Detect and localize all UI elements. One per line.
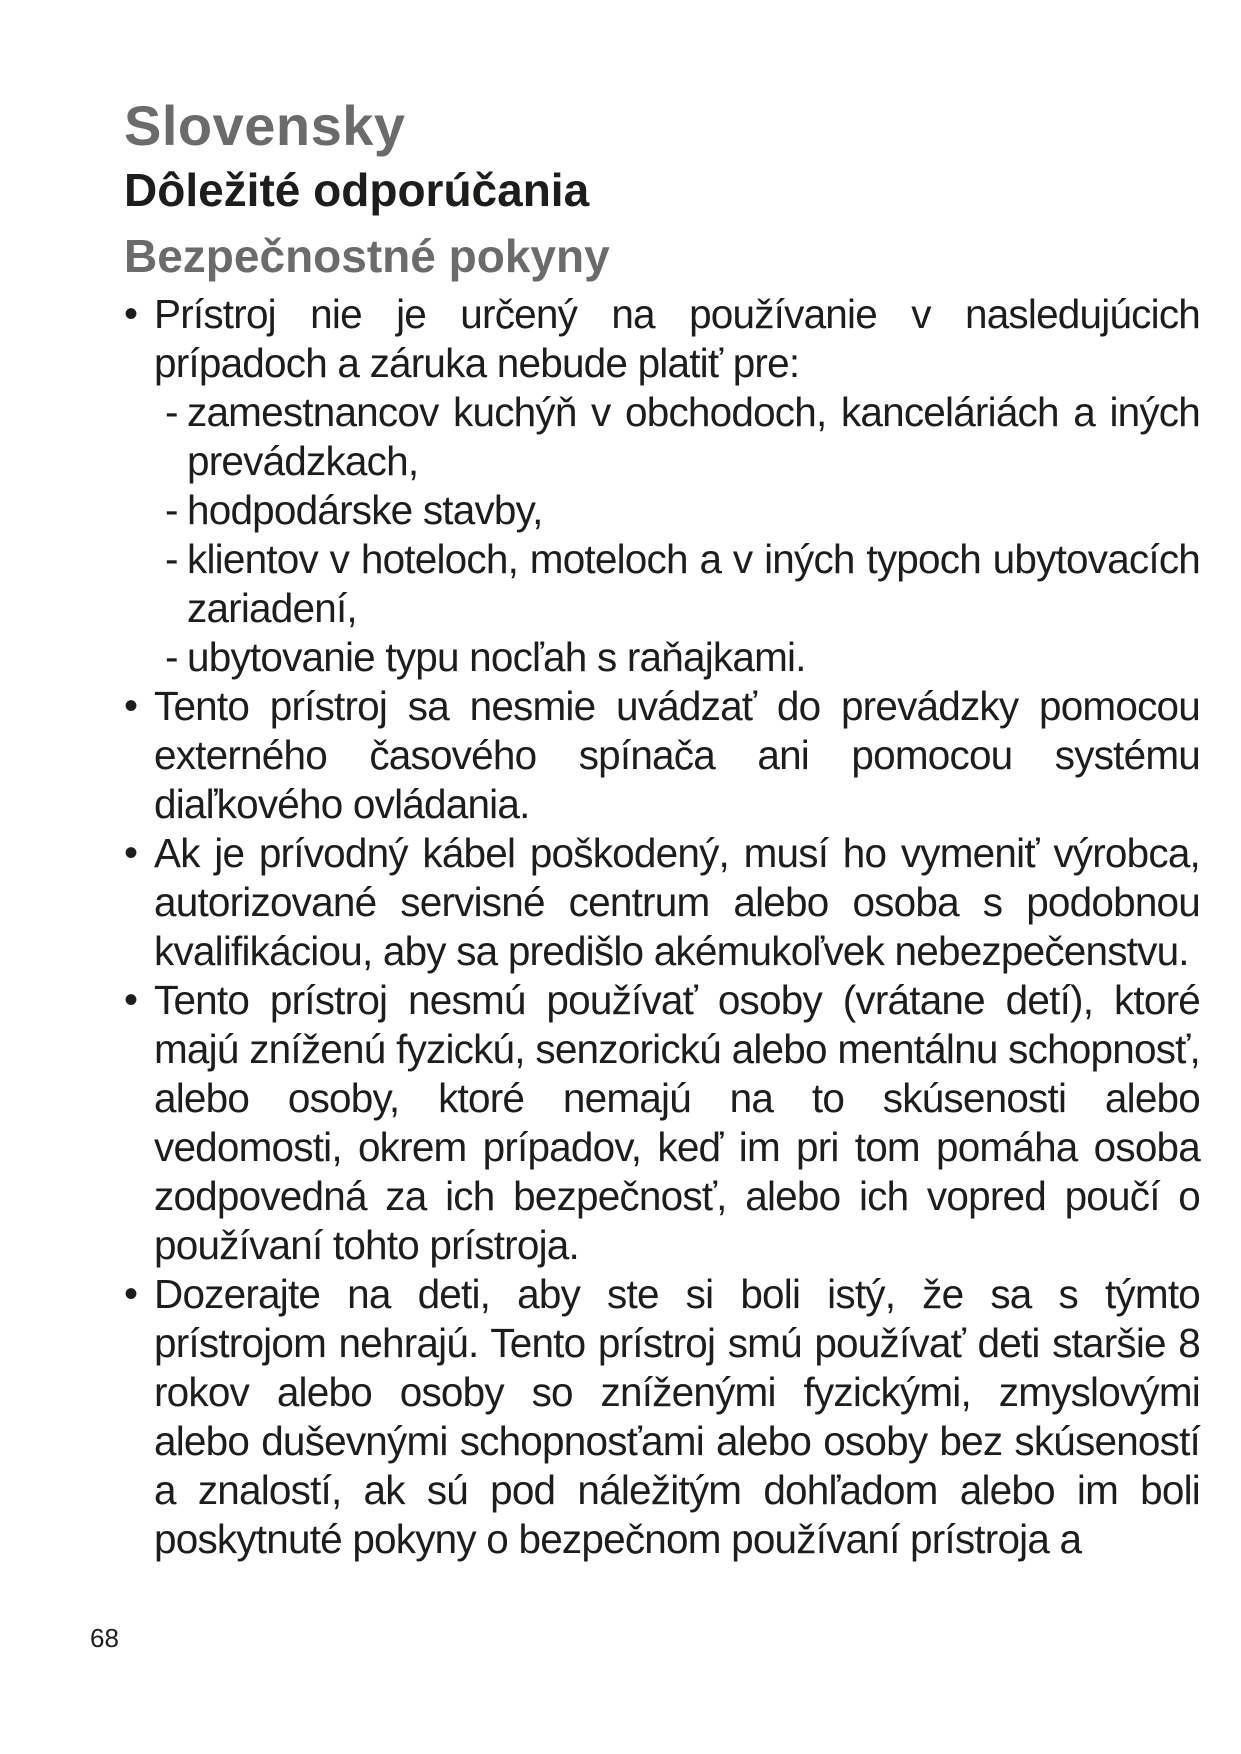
sub-list-item-text: klientov v hoteloch, moteloch a v iných typoch ubytovacích zariadení,	[187, 536, 1200, 631]
dash-icon: -	[165, 536, 178, 582]
list-item-text: Dozerajte na deti, aby ste si boli istý, že sa s týmto prístrojom nehrajú. Tento prístroj smú používať deti staršie 8 rokov alebo osoby so zníženými fyzickými, zmyslovými alebo duševnými schopnosťami alebo osoby bez skúseností a znalostí, ak sú pod náležitým dohľadom alebo im boli poskytnuté pokyny o bezpečnom používaní prístroja a	[154, 1271, 1200, 1562]
bullet-icon: •	[124, 978, 138, 1022]
list-item	[124, 976, 1200, 1270]
sub-list-item-text: ubytovanie typu nocľah s raňajkami.	[187, 634, 806, 680]
bullet-icon: •	[124, 1272, 138, 1316]
list-item	[124, 290, 1200, 388]
sub-list-item	[124, 388, 1200, 486]
dash-icon: -	[165, 389, 178, 435]
list-item	[124, 829, 1200, 976]
dash-icon: -	[165, 487, 178, 533]
dash-icon: -	[165, 634, 178, 680]
list-item-text: Tento prístroj sa nesmie uvádzať do prevádzky pomocou externého časového spínača ani pomocou systému diaľkového ovládania.	[154, 683, 1200, 827]
bullet-icon: •	[124, 292, 138, 336]
section-subtitle: Bezpečnostné pokyny	[124, 230, 610, 282]
list-item	[124, 1270, 1200, 1564]
sub-list-item-text: hodpodárske stavby,	[187, 487, 543, 533]
bullet-icon: •	[124, 831, 138, 875]
bullet-icon: •	[124, 684, 138, 728]
list-item-text: Prístroj nie je určený na používanie v nasledujúcich prípadoch a záruka nebude platiť pre:	[154, 291, 1200, 386]
list-item-text: Ak je prívodný kábel poškodený, musí ho vymeniť výrobca, autorizované servisné centrum alebo osoba s podobnou kvalifikáciou, aby sa predišlo akémukoľvek nebezpečenstvu.	[154, 830, 1200, 974]
sub-list-item	[124, 486, 1200, 535]
list-item-text: Tento prístroj nesmú používať osoby (vrátane detí), ktoré majú zníženú fyzickú, senzorickú alebo mentálnu schopnosť, alebo osoby, ktoré nemajú na to skúsenosti alebo vedomosti, okrem prípadov, keď im pri tom pomáha osoba zodpovedná za ich bezpečnosť, alebo ich vopred poučí o používaní tohto prístroja.	[154, 977, 1200, 1268]
page-number: 68	[90, 1623, 119, 1653]
list-item	[124, 682, 1200, 829]
sub-list-item-text: zamestnancov kuchýň v obchodoch, kanceláriách a iných prevádzkach,	[187, 389, 1200, 484]
sub-list-item	[124, 535, 1200, 633]
sub-list-item	[124, 633, 1200, 682]
section-title: Dôležité odporúčania	[124, 164, 590, 216]
safety-instructions-list	[124, 290, 1200, 1564]
language-heading: Slovensky	[124, 94, 406, 157]
